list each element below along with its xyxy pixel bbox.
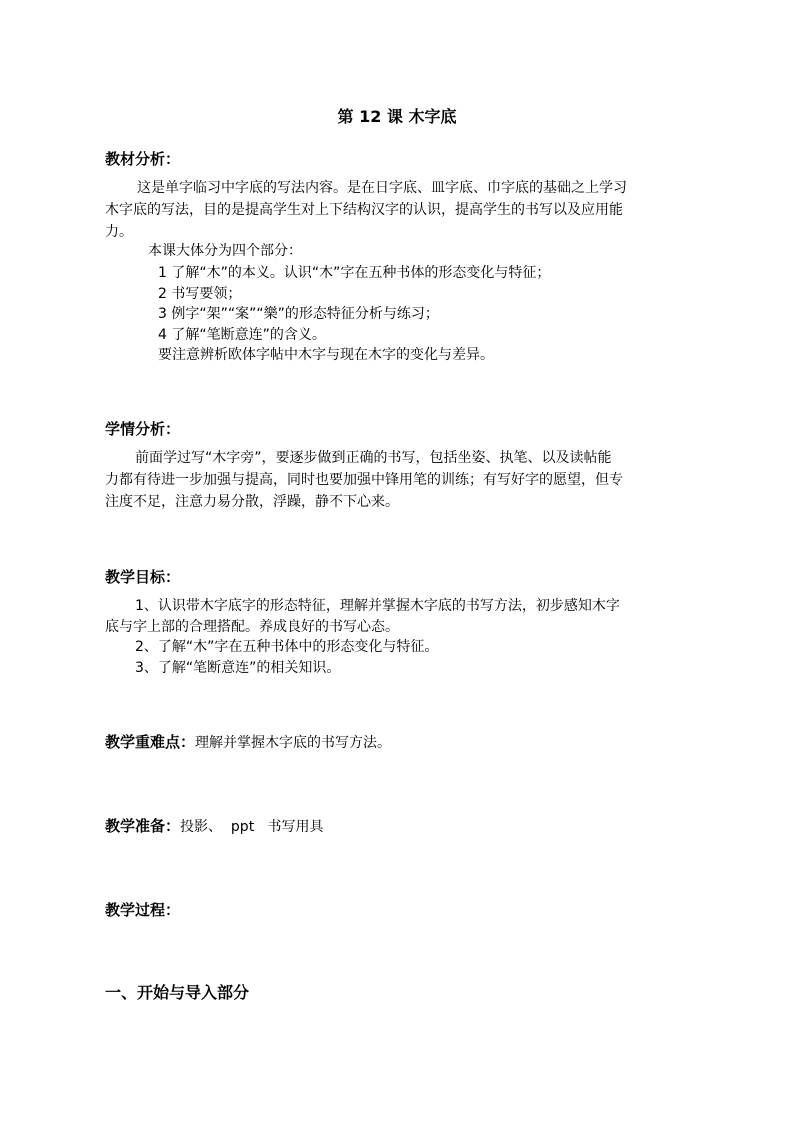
key-points-label: 教学重难点： [105,733,196,751]
paragraph-line: 力。 [105,224,133,240]
section-heading-teaching-goals: 教学目标： [105,568,181,586]
paragraph-line: 前面学过写“木字旁”，要逐步做到正确的书写，包括坐姿、执笔、以及读帖能 [135,450,612,466]
section-heading-teaching-process: 教学过程： [105,901,181,919]
section-heading-key-points [105,731,391,752]
list-item: 2 书写要领； [158,286,242,302]
list-item: 3 例字“架”“案”“樂”的形态特征分析与练习； [158,306,439,322]
paragraph-line: 这是单字临习中字底的写法内容。是在日字底、皿字底、巾字底的基础之上学习 [137,180,627,196]
paragraph-line: 要注意辨析欧体字帖中木字与现在木字的变化与差异。 [158,347,494,363]
list-item: 2、了解“木”字在五种书体中的形态变化与特征。 [135,639,439,655]
paragraph-line: 底与字上部的合理搭配。养成良好的书写心态。 [105,619,399,635]
page-title: 第 12 课 木字底 [337,107,457,126]
list-item: 1 了解“木”的本义。认识“木”字在五种书体的形态变化与特征； [158,265,551,281]
paragraph-line: 木字底的写法，目的是提高学生对上下结构汉字的认识，提高学生的书写以及应用能 [105,202,623,218]
list-item: 3、了解“笔断意连”的相关知识。 [135,660,341,676]
paragraph-line: 注度不足，注意力易分散，浮躁，静不下心来。 [105,494,399,510]
list-item: 4 了解“笔断意连”的含义。 [158,327,326,343]
section-heading-student-analysis: 学情分析： [105,420,181,438]
list-item: 1、认识带木字底字的形态特征，理解并掌握木字底的书写方法，初步感知木字 [135,598,620,614]
paragraph-line: 力都有待进一步加强与提高，同时也要加强中锋用笔的训练；有写好字的愿望，但专 [105,472,623,488]
section-heading-preparation [105,815,324,836]
section-heading-textbook-analysis: 教材分析： [105,150,181,168]
preparation-value: 投影、 ppt 书写用具 [180,819,324,835]
section-heading-part-one: 一、开始与导入部分 [105,983,250,1002]
key-points-value: 理解并掌握木字底的书写方法。 [195,735,392,751]
preparation-label: 教学准备： [105,817,181,835]
paragraph-line: 本课大体分为四个部分： [148,243,302,259]
